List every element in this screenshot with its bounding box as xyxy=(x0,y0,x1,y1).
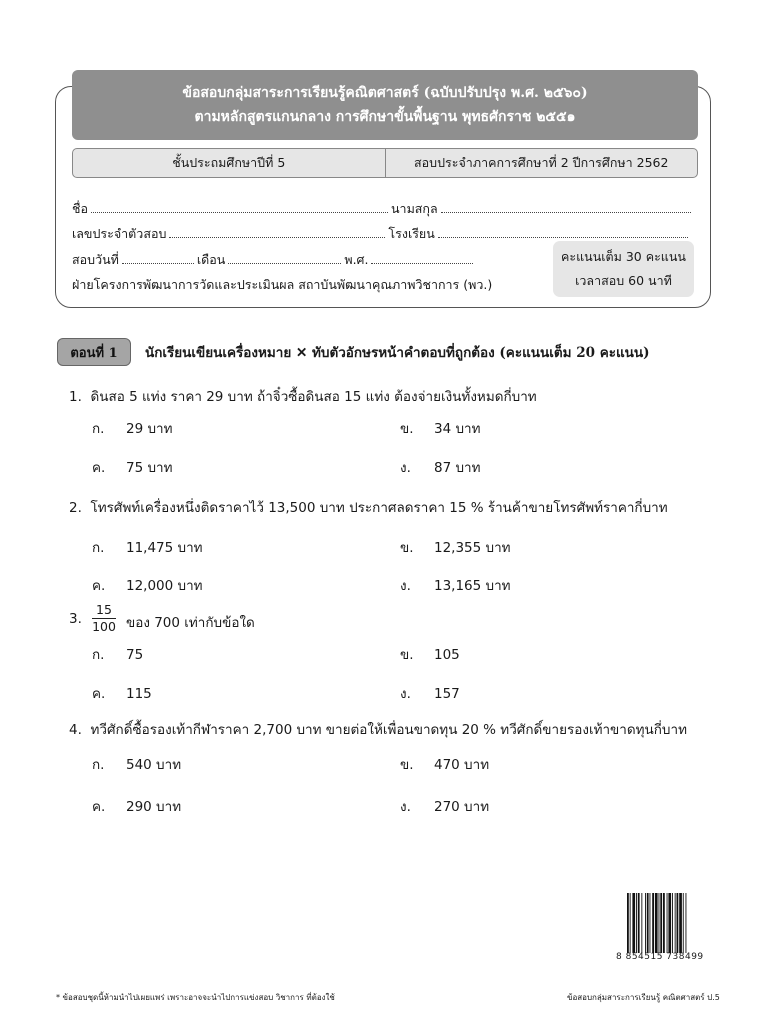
id-field[interactable] xyxy=(169,227,385,238)
year-label: พ.ศ. xyxy=(344,252,369,267)
barcode-bar xyxy=(677,893,679,953)
barcode-icon xyxy=(627,893,707,953)
year-field[interactable] xyxy=(371,253,473,264)
q3-option-d[interactable]: ง. 157 xyxy=(400,686,460,702)
barcode-bar xyxy=(627,893,629,953)
org-line: ฝ่ายโครงการพัฒนาการวัดและประเมินผล สถาบันพัฒนาคุณภาพวิชาการ (พว.) xyxy=(72,277,493,292)
fraction xyxy=(92,603,116,634)
barcode-bar xyxy=(636,893,637,953)
school-label: โรงเรียน xyxy=(388,226,435,241)
q2-option-a[interactable]: ก. 11,475 บาท xyxy=(92,540,203,556)
question-2 xyxy=(69,496,668,518)
barcode-bar xyxy=(638,893,640,953)
q3-option-c[interactable]: ค. 115 xyxy=(92,686,152,702)
question-3-number: 3. xyxy=(69,611,82,627)
question-4 xyxy=(69,718,687,740)
q1-option-c[interactable]: ค. 75 บาท xyxy=(92,460,173,476)
question-number: 1. xyxy=(69,389,82,405)
barcode-bar xyxy=(652,893,654,953)
exam-time: เวลาสอบ 60 นาที xyxy=(575,273,672,288)
barcode-bar xyxy=(647,893,649,953)
grade-label: ชั้นประถมศึกษาปีที่ 5 xyxy=(172,155,286,170)
barcode-bar xyxy=(630,893,631,953)
barcode-number: 8 854515 738499 xyxy=(616,952,704,962)
footer-title: ข้อสอบกลุ่มสาระการเรียนรู้ คณิตศาสตร์ ป.5 xyxy=(567,993,720,1002)
fraction-denominator: 100 xyxy=(92,619,116,634)
q4-option-a[interactable]: ก. 540 บาท xyxy=(92,757,182,773)
full-score: คะแนนเต็ม 30 คะแนน xyxy=(561,249,686,264)
month-field[interactable] xyxy=(228,253,341,264)
q2-option-c[interactable]: ค. 12,000 บาท xyxy=(92,578,203,594)
footer-note: * ข้อสอบชุดนี้ห้ามนำไปเผยแพร่ เพราะอาจจะนำไปการแข่งสอบ วิชาการ ที่ต้องใช้ xyxy=(56,993,335,1002)
barcode-bar xyxy=(632,893,635,953)
q2-option-b[interactable]: ข. 12,355 บาท xyxy=(400,540,511,556)
q1-option-a[interactable]: ก. 29 บาท xyxy=(92,421,173,437)
barcode-bar xyxy=(668,893,671,953)
surname-field[interactable] xyxy=(441,202,691,213)
date-field[interactable] xyxy=(122,253,194,264)
barcode-bar xyxy=(659,893,660,953)
question-text: ดินสอ 5 แท่ง ราคา 29 บาท ถ้าจิ๋วซื้อดินสอ 15 แท่ง ต้องจ่ายเงินทั้งหมดกี่บาท xyxy=(90,389,537,405)
exam-term-label: สอบประจำภาคการศึกษาที่ 2 ปีการศึกษา 2562 xyxy=(414,155,669,170)
barcode-bar xyxy=(686,893,687,953)
name-label: ชื่อ xyxy=(72,201,88,216)
barcode-bar xyxy=(655,893,658,953)
part-label: ตอนที่ 1 xyxy=(57,338,131,366)
exam-title-banner xyxy=(72,70,698,140)
q1-option-b[interactable]: ข. 34 บาท xyxy=(400,421,481,437)
title-line-1: ข้อสอบกลุ่มสาระการเรียนรู้คณิตศาสตร์ (ฉบับปรับปรุง พ.ศ. ๒๕๖๐) xyxy=(182,85,588,101)
name-row xyxy=(72,199,694,219)
barcode-bar xyxy=(675,893,676,953)
exam-info-bar xyxy=(72,148,698,178)
barcode-bar xyxy=(641,893,642,953)
title-line-2: ตามหลักสูตรแกนกลาง การศึกษาขั้นพื้นฐาน พุทธศักราช ๒๕๕๑ xyxy=(194,109,576,125)
barcode-bar xyxy=(660,893,662,953)
fraction-numerator: 15 xyxy=(96,602,112,617)
score-time-box xyxy=(553,241,694,297)
question-text: ทวีศักดิ์ซื้อรองเท้ากีฬาราคา 2,700 บาท ขายต่อให้เพื่อนขาดทุน 20 % ทวีศักดิ์ขายรองเท้าขาดทุนกี่บาท xyxy=(90,722,687,738)
barcode-bar xyxy=(667,893,668,953)
q4-option-b[interactable]: ข. 470 บาท xyxy=(400,757,490,773)
question-number: 2. xyxy=(69,500,82,516)
name-field[interactable] xyxy=(91,202,388,213)
part-heading xyxy=(57,338,650,366)
date-label: สอบวันที่ xyxy=(72,252,119,267)
date-row xyxy=(72,250,476,270)
barcode-bar xyxy=(663,893,665,953)
q4-option-d[interactable]: ง. 270 บาท xyxy=(400,799,490,815)
question-text: โทรศัพท์เครื่องหนึ่งติดราคาไว้ 13,500 บาท ประกาศลดราคา 15 % ร้านค้าขายโทรศัพท์ราคากี่บาท xyxy=(90,500,668,516)
barcode-bar xyxy=(645,893,646,953)
barcode-bar xyxy=(679,893,682,953)
question-number: 4. xyxy=(69,722,82,738)
id-label: เลขประจำตัวสอบ xyxy=(72,226,167,241)
q3-option-b[interactable]: ข. 105 xyxy=(400,647,460,663)
question-3-text: ของ 700 เท่ากับข้อใด xyxy=(126,615,255,631)
question-1 xyxy=(69,385,537,407)
part-instruction: นักเรียนเขียนเครื่องหมาย ✕ ทับตัวอักษรหน้าคำตอบที่ถูกต้อง (คะแนนเต็ม 20 คะแนน) xyxy=(145,345,650,361)
school-field[interactable] xyxy=(438,227,688,238)
q4-option-c[interactable]: ค. 290 บาท xyxy=(92,799,182,815)
barcode-bar xyxy=(650,893,651,953)
month-label: เดือน xyxy=(196,252,226,267)
q2-option-d[interactable]: ง. 13,165 บาท xyxy=(400,578,511,594)
barcode-bar xyxy=(683,893,684,953)
surname-label: นามสกุล xyxy=(391,201,438,216)
q3-option-a[interactable]: ก. 75 xyxy=(92,647,144,663)
q1-option-d[interactable]: ง. 87 บาท xyxy=(400,460,481,476)
barcode-bar xyxy=(672,893,673,953)
